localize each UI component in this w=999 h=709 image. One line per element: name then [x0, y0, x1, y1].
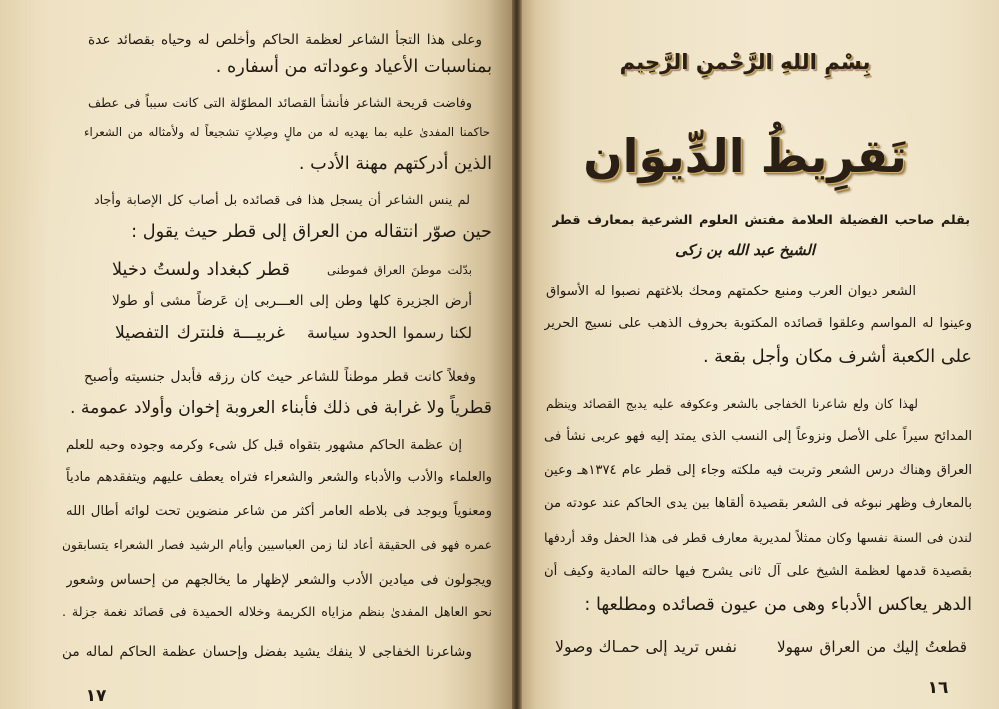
page-number: ١٧: [85, 686, 107, 706]
verse-first-hemistich: بدّلت موطنَ العراق فموطنى: [327, 263, 472, 277]
body-text-line: العراق وهناك درس الشعر وتربت فيه ملكته وجاء إلى قطر عام ١٣٧٤هـ وعين: [544, 463, 972, 478]
body-text-line: نحو العاهل المفدىٰ بنظم مزاياه الكريمة وخلاله الحميدة فى قصائد نغمة جزلة .: [62, 604, 492, 619]
body-text-line: قطرياً ولا غرابة فى ذلك فأبناء العروبة إخوان وأولاد عمومة .: [69, 398, 492, 418]
body-text-line: لهذا كان ولع شاعرنا الخفاجى بالشعر وعكوفه عليه يدبج القصائد وينظم: [546, 397, 918, 411]
body-text-line: على الكعبة أشرف مكان وأجل بقعة .: [702, 347, 972, 367]
body-text-line: عمره فهو فى الحقيقة أعاد لنا زمن العباسيين وأيام الرشيد فصار الشعراء يتسابقون: [62, 538, 492, 552]
body-text-line: ومعنوياً ويوجد فى بلاطه العامر أكثر من شاعر منضوين تحت لوائه أطال الله: [66, 504, 492, 519]
body-text-line: وفعلاً كانت قطر موطناً للشاعر حيث كان رزقه فأبدل جنسيته وأصبح: [84, 369, 476, 385]
body-text-line: ويجولون فى ميادين الأدب والشعر لإظهار ما يخالجهم من إحساس وشعور: [66, 572, 492, 588]
verse-first-hemistich: قطعتُ إليك من العراق سهولا: [777, 638, 967, 656]
body-text-line: إن عظمة الحاكم مشهور بتقواه قبل كل شىء وكرمه وجوده وحبه للعلم: [66, 438, 462, 453]
poem-verse: [112, 255, 472, 285]
author-byline: بقلم صاحب الفضيلة العلامة مفتش العلوم الشرعية بمعارف قطر: [552, 212, 970, 227]
book-title: تَقرِيظُ الدِّيوَان: [583, 129, 907, 183]
body-text-line: وفاضت قريحة الشاعر فأنشأ القصائد المطوّلة التى كانت سبباً فى عطف: [88, 95, 472, 110]
body-text-line: لم ينس الشاعر أن يسجل هذا فى قصائده بل أصاب كل الإصابة وأجاد: [94, 192, 470, 207]
verse-first-hemistich: لكنا رسموا الحدود سياسة: [307, 324, 472, 342]
poem-verse: أرض الجزيرة كلها وطن إلى العـــربى إن عَرضاً مشى أو طولا: [112, 293, 472, 309]
body-text-line: بالمعارف وظهر نبوغه فى الشعر بقصيدة ألقاها بين يدى الحاكم عند عودته من: [544, 496, 972, 511]
right-page: [522, 0, 999, 709]
basmala-heading: بِسْمِ اللهِ الرَّحْمنِ الرَّحِيم: [619, 49, 871, 74]
verse-second-hemistich: نفس تريد إلى حمـاك وصولا: [555, 637, 737, 656]
body-text-line: والعلماء والأدب والأدباء والشعر والشعراء فتراه يعطف عليهم ويتفقدهم مادياً: [66, 470, 492, 485]
body-text-line: حاكمنا المفدىٰ عليه بما يهديه له من مالٍ وصِلاتٍ تشجيعاً له ولأمثاله من الشعراء: [84, 125, 490, 139]
poem-verse: [552, 632, 967, 662]
body-text-line: الشعر ديوان العرب ومنبع حكمتهم ومحك بلاغتهم نصبوا له الأسواق: [546, 284, 916, 299]
body-text-line: وعينوا له المواسم وعلقوا قصائده المكتوبة بحروف الذهب على نسيج الحرير: [544, 316, 972, 331]
body-text-line: حين صوّر انتقاله من العراق إلى قطر حيث يقول :: [131, 222, 492, 242]
body-text-line: لندن فى السنة نفسها وكان ممثلاً لمديرية معارف قطر فى هذا الحفل وقد أردفها: [544, 530, 972, 545]
body-text-line: الذين أدركتهم مهنة الأدب .: [298, 154, 492, 174]
body-text-line: وعلى هذا التجأ الشاعر لعظمة الحاكم وأخلص له وحياه بقصائد عدة: [88, 32, 482, 48]
poem-verse: [112, 318, 472, 348]
author-name: الشيخ عبد الله بن زكى: [675, 242, 815, 259]
body-text-line: بقصيدة قدمها لعظمة الشيخ على آل ثانى يشرح فيها حالته المادية وكيف أن: [544, 564, 972, 579]
body-text-line: وشاعرنا الخفاجى لا ينفك يشيد بفضل وإحسان عظمة الحاكم لماله من: [62, 644, 472, 660]
verse-second-hemistich: غربيـــة فلنترك التفصيلا: [115, 323, 285, 343]
body-text-line: المدائح سيراً على الأصل ونزوعاً إلى النسب الذى يمتد إليه فهو عربى نشأ فى: [544, 429, 972, 444]
book-gutter: [512, 0, 522, 709]
verse-second-hemistich: قطر كبغداد ولستُ دخيلا: [112, 260, 290, 280]
body-text-line: بمناسبات الأعياد وعوداته من أسفاره .: [215, 57, 492, 77]
page-number: ١٦: [927, 678, 949, 698]
body-text-line: الدهر يعاكس الأدباء وهى من عيون قصائده ومطلعها :: [584, 595, 972, 615]
